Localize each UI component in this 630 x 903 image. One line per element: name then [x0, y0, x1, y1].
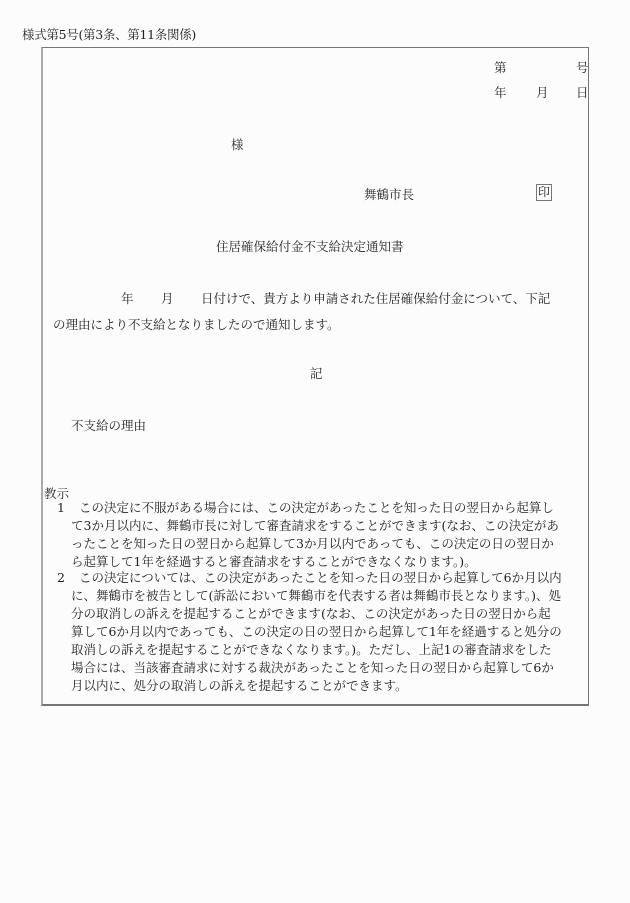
- notice-line: 算して6か月以内であっても、この決定の日の翌日から起算して1年を経過すると処分の: [71, 624, 562, 639]
- notice-line: に、舞鶴市を被告として(訴訟において舞鶴市を代表する者は舞鶴市長となります。)、処: [71, 588, 562, 603]
- notice-line: 分の取消しの訴えを提起することができます(なお、この決定があった日の翌日から起: [71, 606, 551, 621]
- notice-line: 月以内に、処分の取消しの訴えを提起することができます。: [71, 678, 408, 693]
- ki-label: 記: [310, 366, 323, 381]
- date-day: 日: [576, 85, 589, 100]
- notice-line: 場合には、当該審査請求に対する裁決があったことを知った日の翌日から起算して6か: [71, 660, 554, 675]
- notice-line: この決定に不服がある場合には、この決定があったことを知った日の翌日から起算し: [79, 500, 554, 515]
- notice-line: て3か月以内に、舞鶴市長に対して審査請求をすることができます(なお、この決定があ: [71, 518, 559, 533]
- addressee-suffix: 様: [231, 137, 244, 152]
- notice-line: ら起算して1年を経過すると審査請求をすることができなくなります。)。: [71, 554, 477, 569]
- notice-item-1: [57, 499, 559, 571]
- notice-item-number: 1: [57, 500, 65, 515]
- notice-heading: 教示: [44, 486, 70, 501]
- notice-line: この決定については、この決定があったことを知った日の翌日から起算して6か月以内: [79, 570, 562, 585]
- form-label: 様式第5号(第3条、第11条関係): [22, 27, 196, 42]
- seal-mark: 印: [538, 185, 551, 199]
- date-year: 年: [494, 85, 507, 100]
- body-year: 年: [121, 291, 134, 306]
- notice-line: 取消しの訴えを提起することができなくなります。)。ただし、上記1の審査請求をした: [71, 642, 552, 657]
- notice-line: ったことを知った日の翌日から起算して3か月以内であっても、この決定の日の翌日か: [71, 536, 554, 551]
- number-suffix: 号: [576, 60, 589, 75]
- document-title: 住居確保給付金不支給決定通知書: [216, 239, 404, 254]
- body-month: 月: [161, 291, 174, 306]
- body-line1: 日付けで、貴方より申請された住居確保給付金について、下記: [201, 291, 551, 306]
- body-line2: の理由により不支給となりましたので通知します。: [53, 317, 340, 332]
- reason-label: 不支給の理由: [71, 418, 147, 433]
- number-prefix: 第: [494, 60, 507, 75]
- notice-item-2: [57, 569, 562, 695]
- notice-item-number: 2: [57, 570, 65, 585]
- issuer-title: 舞鶴市長: [364, 187, 415, 202]
- date-month: 月: [536, 85, 549, 100]
